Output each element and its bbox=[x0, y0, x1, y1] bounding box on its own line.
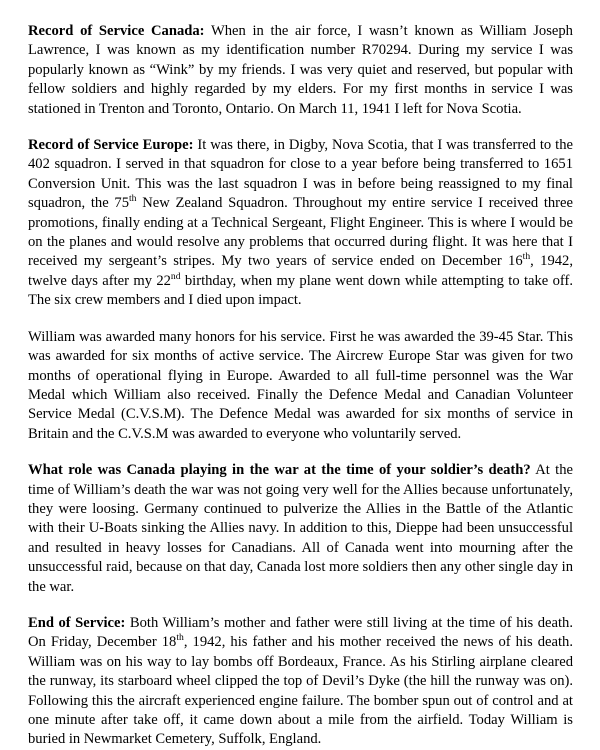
paragraph-lead-label: Record of Service Canada: bbox=[28, 23, 205, 39]
paragraph-text: New Zealand Squadron. Throughout my entire service I received three promotions, finally ending at a Technical Sergeant, Flight Engineer. This is where I would be on the planes and would resolve any problems that occurred during flight. It was here that I received my sergeant’s stripes. My two years of service ended on December 16 bbox=[28, 195, 574, 270]
paragraph-record-of-service-europe bbox=[28, 136, 573, 311]
paragraph-text: , 1942, twelve days after my 22 bbox=[28, 253, 573, 289]
ordinal-suffix: th bbox=[176, 632, 184, 644]
document-body bbox=[28, 22, 573, 750]
paragraph-lead-label: End of Service: bbox=[28, 614, 126, 631]
ordinal-suffix: th bbox=[522, 251, 531, 263]
paragraph-text: At the time of William’s death the war was not going very well for the Allies because unfortunately, they were loosing. Germany continued to pulverize the Allies in the Battle of the Atlantic with their U-Boats sinking the Allies navy. In addition to this, Dieppe had been unsuccessful and resulted in heavy losses for Canadians. All of Canada went into mourning after the unsuccessful raid, because on that day, Canada lost more soldiers then any other single day in the war. bbox=[28, 462, 573, 595]
paragraph-honors-and-medals bbox=[28, 328, 573, 444]
paragraph-lead-label: Record of Service Europe: bbox=[28, 137, 194, 154]
paragraph-record-of-service-canada bbox=[28, 22, 573, 119]
paragraph-text: Both William’s mother and father were still living at the time of his death. On Friday, December 18 bbox=[28, 614, 573, 651]
paragraph-text: It was there, in Digby, Nova Scotia, that I was transferred to the 402 squadron. I served in that squadron for close to a year before being transferred to 1651 Conversion Unit. This was the last squadron I was in before being reassigned to my final squadron, the 75 bbox=[28, 137, 573, 212]
paragraph-canada-role-in-war bbox=[28, 461, 573, 597]
ordinal-suffix: th bbox=[129, 193, 137, 205]
paragraph-lead-label: What role was Canada playing in the war at the time of your soldier’s death? bbox=[28, 462, 531, 479]
paragraph-text: birthday, when my plane went down while attempting to take off. The six crew members and I died upon impact. bbox=[28, 272, 573, 309]
paragraph-end-of-service bbox=[28, 614, 573, 750]
paragraph-text: , 1942, his father and his mother received the news of his death. William was on his way to lay bombs off Bordeaux, France. As his Stirling airplane cleared the runway, its starboard wheel clipped the top of Devil’s Dyke (the hill the runway was on). Following this the aircraft experienced engine failure. The bomber spun out of control and at one minute after take off, it came down about a mile from the airfield. Today William is buried in Newmarket Cemetery, Suffolk, England. bbox=[28, 634, 573, 748]
paragraph-text: When in the air force, I wasn’t known as William Joseph Lawrence, I was known as my identification number R70294. During my service I was popularly known as “Wink” by my friends. I was very quiet and reserved, but popular with fellow soldiers and highly regarded by my elders. For my first months in service I was stationed in Trenton and Toronto, Ontario. On March 11, 1941 I left for Nova Scotia. bbox=[28, 23, 573, 117]
ordinal-suffix: nd bbox=[170, 271, 181, 283]
paragraph-text: William was awarded many honors for his service. First he was awarded the 39-45 Star. This was awarded for six months of active service. The Aircrew Europe Star was given for two months of operational flying in Europe. Awarded to all full-time personnel was the War Medal which William also received. Finally the Defence Medal and Canadian Volunteer Service Medal (C.V.S.M). The Defence Medal was awarded for six months of service in Britain and the C.V.S.M was awarded to everyone who voluntarily served. bbox=[28, 328, 573, 442]
